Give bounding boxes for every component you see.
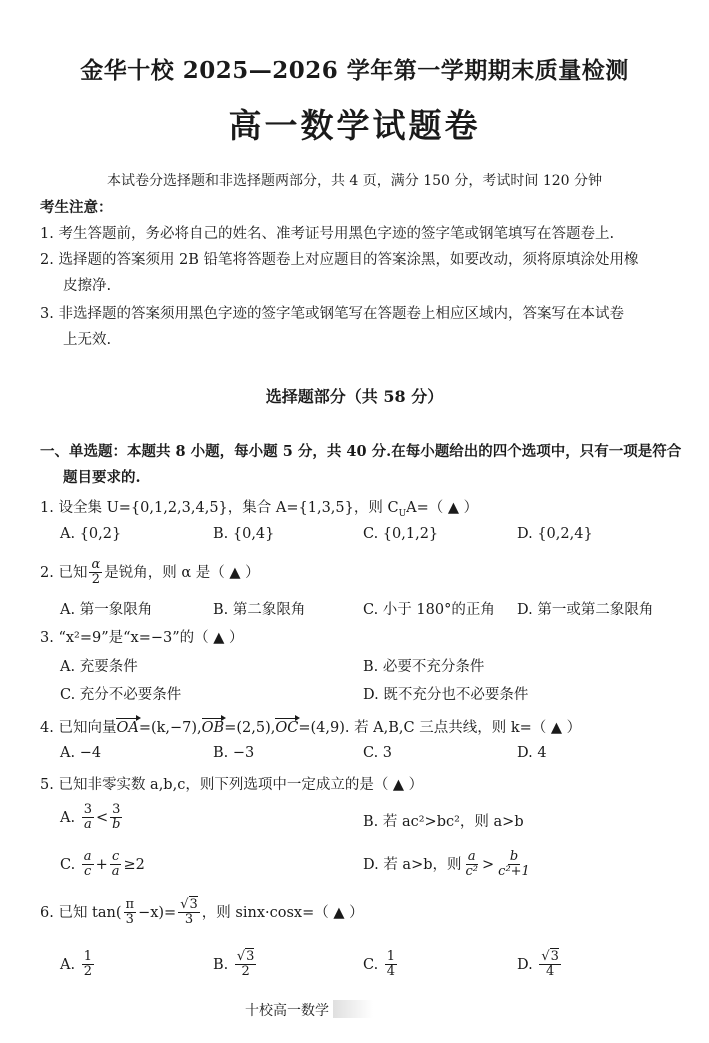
q5a-frac2: $\frac{3}{b}$	[112, 802, 121, 833]
q3-option-b: B. 必要不充分条件	[363, 659, 485, 675]
q4-option-a: A. −4	[60, 745, 102, 761]
q2-option-c: C. 小于 180°的正角	[363, 602, 495, 618]
section-title: 选择题部分（共 58 分）	[265, 387, 444, 406]
q1-option-a: A. {0,2}	[60, 526, 122, 542]
q5d-frac2: $\frac{b}{\text{c²+1}}$	[498, 849, 530, 880]
q5-option-a: A. $\frac{3}{a}$ < $\frac{3}{b}$	[60, 802, 121, 833]
notice-item-1: 1. 考生答题前，务必将自己的姓名、准考证号用黑色字迹的签字笔或钢笔填写在答题卷上.	[40, 226, 615, 242]
q4-option-b: B. −3	[213, 745, 255, 761]
q2-option-d: D. 第一或第二象限角	[517, 602, 654, 618]
vector-ob: OB	[201, 720, 225, 736]
q6-stem: 6. 已知 tan( $\frac{\pi}{3}$ −x)= $\frac{√3}{3}$ ，则 sinx·cosx=（ ▲ ）	[40, 897, 364, 928]
notice-item-2b: 皮擦净.	[63, 278, 112, 294]
notice-item-2a: 2. 选择题的答案须用 2B 铅笔将答题卷上对应题目的答案涂黑，如要改动，须将原填涂处用橡	[40, 252, 639, 268]
q2-fraction: $\frac{\alpha}{2}$	[91, 557, 101, 588]
exam-intro: 本试卷分选择题和非选择题两部分，共 4 页，满分 150 分，考试时间 120 分钟	[106, 173, 603, 189]
exam-title-line2: 高一数学试题卷	[228, 106, 481, 145]
exam-title-line1: 金华十校 2025—2026 学年第一学期期末质量检测	[80, 57, 629, 84]
q1-option-c: C. {0,1,2}	[363, 526, 439, 542]
q1-stem: 1. 设全集 U={0,1,2,3,4,5}，集合 A={1,3,5}，则 $C_UA=$（ ▲ ）	[40, 500, 479, 519]
q2-stem: 2. 已知 $\frac{\alpha}{2}$ 是锐角，则 α 是（ ▲ ）	[40, 557, 260, 588]
q6-option-c: C. $\frac{1}{4}$	[363, 949, 396, 980]
notice-item-3a: 3. 非选择题的答案须用黑色字迹的签字笔或钢笔写在答题卷上相应区域内，答案写在本试卷	[40, 306, 624, 322]
q5c-frac1: $\frac{a}{c}$	[83, 849, 92, 880]
vector-oc: OC	[275, 720, 299, 736]
q4-option-c: C. 3	[363, 745, 393, 761]
q3-option-a: A. 充要条件	[60, 659, 138, 675]
q3-stem: 3. “x²=9”是“x=−3”的（ ▲ ）	[40, 630, 244, 646]
q4-option-d: D. 4	[517, 745, 547, 761]
notice-heading: 考生注意：	[40, 199, 113, 216]
page-footer: 十校高一数学	[245, 1003, 329, 1019]
q4-stem: 4. 已知向量OA=(k,−7),OB=(2,5),OC=(4,9). 若 A,B,C 三点共线，则 k=（ ▲ ）	[40, 720, 582, 736]
vector-oa: OA	[116, 720, 139, 736]
part1-heading-b: 题目要求的.	[63, 469, 141, 486]
q6-option-d: D. $\frac{√3}{4}$	[517, 949, 559, 980]
footer-smudge	[333, 1000, 373, 1018]
q6-pi-frac: $\frac{\pi}{3}$	[125, 897, 135, 928]
q6-option-b: B. $\frac{√3}{2}$	[213, 949, 255, 980]
q5-option-d: D. 若 a>b，则 $\frac{a}{\text{c²}}$ > $\frac{b}{\text{c²+1}}$	[363, 849, 530, 880]
notice-item-3b: 上无效.	[63, 332, 112, 348]
q5a-frac1: $\frac{3}{a}$	[83, 802, 92, 833]
q5-stem: 5. 已知非零实数 a,b,c，则下列选项中一定成立的是（ ▲ ）	[40, 777, 424, 793]
q5d-frac1: $\frac{a}{\text{c²}}$	[465, 849, 479, 880]
q2-option-b: B. 第二象限角	[213, 602, 306, 618]
q3-option-d: D. 既不充分也不必要条件	[363, 687, 529, 703]
q5-option-c: C. $\frac{a}{c}$ + $\frac{c}{a}$ ≥2	[60, 849, 145, 880]
q5c-frac2: $\frac{c}{a}$	[111, 849, 120, 880]
q1-option-b: B. {0,4}	[213, 526, 275, 542]
q1-option-d: D. {0,2,4}	[517, 526, 593, 542]
q6-root-frac: $\frac{√3}{3}$	[180, 897, 198, 928]
q5-option-b: B. 若 ac²>bc²，则 a>b	[363, 814, 524, 830]
q3-option-c: C. 充分不必要条件	[60, 687, 182, 703]
q6-option-a: A. $\frac{1}{2}$	[60, 949, 92, 980]
part1-heading-a: 一、单选题：本题共 8 小题，每小题 5 分，共 40 分.在每小题给出的四个选项中，只有一项是符合	[40, 443, 682, 460]
q2-option-a: A. 第一象限角	[60, 602, 153, 618]
